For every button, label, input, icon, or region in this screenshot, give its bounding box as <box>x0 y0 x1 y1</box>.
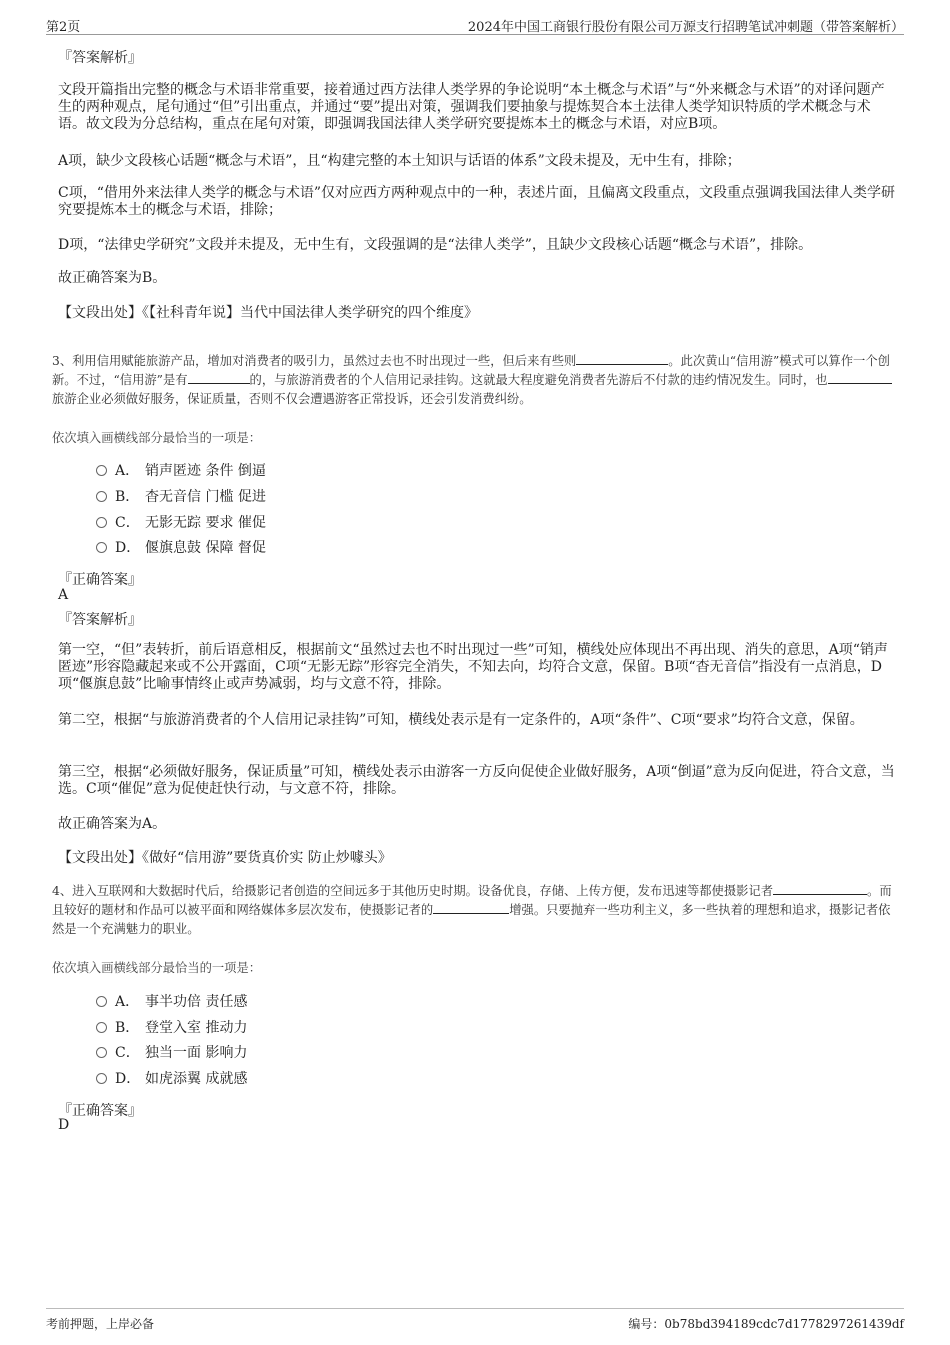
correct-answer: A <box>58 587 69 603</box>
option-d[interactable]: D． 偃旗息鼓 保障 督促 <box>96 538 266 558</box>
option-d[interactable]: D． 如虎添翼 成就感 <box>96 1069 247 1089</box>
footer-slogan: 考前押题，上岸必备 <box>46 1317 155 1331</box>
source-citation: 【文段出处】《做好“信用游”要货真价实 防止炒噱头》 <box>58 850 392 866</box>
radio-icon[interactable] <box>96 542 107 553</box>
answer-conclusion: 故正确答案为B。 <box>58 270 167 286</box>
radio-icon[interactable] <box>96 465 107 476</box>
document-id: 编号：0b78bd394189cdc7d1778297261439df <box>628 1317 904 1331</box>
analysis-paragraph: A项，缺少文段核心话题“概念与术语”，且“构建完整的本土知识与话语的体系”文段未提及，无中生有，排除； <box>58 153 741 169</box>
option-b[interactable]: B． 登堂入室 推动力 <box>96 1018 247 1038</box>
fill-blank <box>433 901 509 914</box>
source-citation: 【文段出处】《【社科青年说】当代中国法律人类学研究的四个维度》 <box>58 305 478 321</box>
page-header <box>46 14 904 35</box>
radio-icon[interactable] <box>96 491 107 502</box>
radio-icon[interactable] <box>96 1022 107 1033</box>
fill-blank <box>828 371 892 384</box>
correct-answer-label: 『正确答案』 <box>58 572 142 588</box>
analysis-label: 『答案解析』 <box>58 50 142 66</box>
question-3-stem: 3、利用信用赋能旅游产品，增加对消费者的吸引力，虽然过去也不时出现过一些，但后来有些则 。此次黄山“信用游”模式可以算作一个创新。不过，“信用游”是有 的，与旅游消费者的个人信用记录挂钩。这就最大程度避免消费者先游后不付款的违约情况发生。同时，也旅游企业必须做好服务，保证质量，否则不仅会遭遇游客正常投诉，还会引发消费纠纷。 <box>52 354 890 406</box>
answer-conclusion: 故正确答案为A。 <box>58 816 167 832</box>
radio-icon[interactable] <box>96 996 107 1007</box>
question-prompt: 依次填入画横线部分最恰当的一项是： <box>52 961 262 975</box>
radio-icon[interactable] <box>96 1047 107 1058</box>
question-prompt: 依次填入画横线部分最恰当的一项是： <box>52 431 262 445</box>
radio-icon[interactable] <box>96 517 107 528</box>
option-c[interactable]: C． 无影无踪 要求 催促 <box>96 513 266 533</box>
fill-blank <box>773 882 867 895</box>
fill-blank <box>188 371 250 384</box>
question-4-stem: 4、进入互联网和大数据时代后，给摄影记者创造的空间远多于其他历史时期。设备优良，存储、上传方便，发布迅速等都使摄影记者 。而且较好的题材和作品可以被平面和网络媒体多层次发布，使摄影记者的 增强。只要抛弃一些功利主义，多一些执着的理想和追求，摄影记者依然是一个充满魅力的职业。 <box>52 884 892 936</box>
document-title: 2024年中国工商银行股份有限公司万源支行招聘笔试冲刺题（带答案解析） <box>467 20 904 35</box>
option-b[interactable]: B． 杳无音信 门槛 促进 <box>96 487 266 507</box>
page-number: 第2页 <box>46 20 81 35</box>
analysis-paragraph: 第三空，根据“必须做好服务，保证质量”可知，横线处表示由游客一方反向促使企业做好服务，A项“倒逼”意为反向促进，符合文意，当选。C项“催促”意为促使赶快行动，与文意不符，排除。 <box>58 764 895 797</box>
analysis-paragraph: 第二空，根据“与旅游消费者的个人信用记录挂钩”可知，横线处表示是有一定条件的，A项“条件”、C项“要求”均符合文意，保留。 <box>58 712 864 728</box>
option-c[interactable]: C． 独当一面 影响力 <box>96 1043 247 1063</box>
fill-blank <box>576 352 668 365</box>
correct-answer-label: 『正确答案』 <box>58 1103 142 1119</box>
analysis-paragraph: C项，“借用外来法律人类学的概念与术语”仅对应西方两种观点中的一种，表述片面，且偏离文段重点，文段重点强调我国法律人类学研究要提炼本土的概念与术语，排除； <box>58 185 896 218</box>
option-a[interactable]: A． 销声匿迹 条件 倒逼 <box>96 461 266 481</box>
analysis-paragraph: 文段开篇指出完整的概念与术语非常重要，接着通过西方法律人类学界的争论说明“本土概念与术语”与“外来概念与术语”的对译问题产生的两种观点，尾句通过“但”引出重点，并通过“要”提出对策，强调我们要抽象与提炼契合本土法律人类学知识特质的学术概念与术语。故文段为分总结构，重点在尾句对策，即强调我国法律人类学研究要提炼本土的概念与术语，对应B项。 <box>58 82 885 132</box>
analysis-label: 『答案解析』 <box>58 612 142 628</box>
option-a[interactable]: A． 事半功倍 责任感 <box>96 992 247 1012</box>
radio-icon[interactable] <box>96 1073 107 1084</box>
page-footer <box>46 1308 904 1331</box>
correct-answer: D <box>58 1117 70 1133</box>
analysis-paragraph: 第一空，“但”表转折，前后语意相反，根据前文“虽然过去也不时出现过一些”可知，横线处应体现出不再出现、消失的意思，A项“销声匿迹”形容隐藏起来或不公开露面，C项“无影无踪”形容完全消失，不知去向，均符合文意，保留。B项“杳无音信”指没有一点消息，D项“偃旗息鼓”比喻事情终止或声势减弱，均与文意不符，排除。 <box>58 642 888 692</box>
analysis-paragraph: D项，“法律史学研究”文段并未提及，无中生有，文段强调的是“法律人类学”，且缺少文段核心话题“概念与术语”，排除。 <box>58 237 813 253</box>
